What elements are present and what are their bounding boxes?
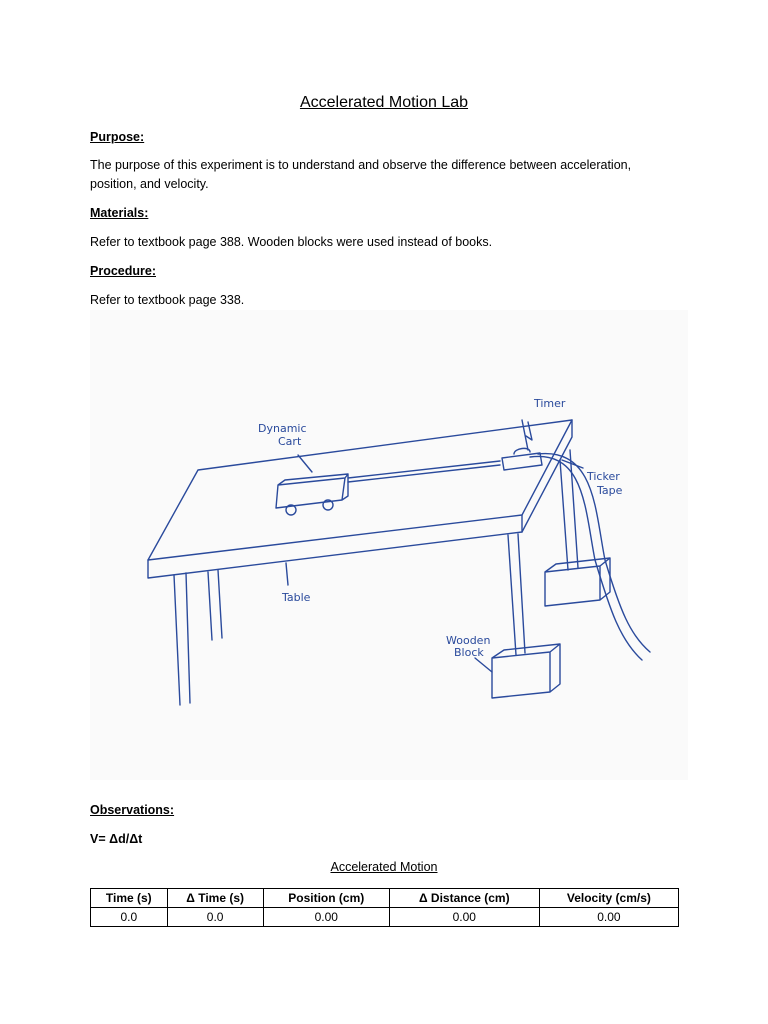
label-tape: Tape [597,484,623,497]
block-leader [475,658,492,672]
ticker-tape-top [348,461,500,482]
timer-body [502,448,542,470]
apparatus-drawing [90,310,688,780]
data-table [90,888,679,927]
ticker-tape-hanging [530,454,650,660]
materials-heading: Materials: [90,206,149,220]
table-header-row [91,889,679,908]
label-cart: Cart [278,435,302,448]
header-velocity: Velocity (cm/s) [539,889,678,908]
dynamic-cart [276,474,348,508]
velocity-formula: V= Δd/Δt [90,832,143,846]
label-dynamic: Dynamic [258,422,307,435]
table-leg-back-right [560,450,578,570]
table-leg-front-left [174,573,190,705]
table-front-edge [148,515,522,578]
header-time: Time (s) [91,889,168,908]
label-timer: Timer [534,397,566,410]
observations-heading: Observations: [90,803,175,817]
cell-position: 0.00 [263,908,389,927]
label-wooden: Wooden [446,634,491,647]
header-position: Position (cm) [263,889,389,908]
label-table: Table [282,591,311,604]
procedure-text: Refer to textbook page 338. [90,293,245,307]
cart-leader [298,455,312,472]
header-delta-time: Δ Time (s) [167,889,263,908]
header-delta-distance: Δ Distance (cm) [389,889,539,908]
table-row [91,908,679,927]
procedure-heading: Procedure: [90,264,156,278]
cell-delta-time: 0.0 [167,908,263,927]
table-leg-back-left [208,570,222,640]
label-ticker: Ticker [587,470,620,483]
tape-leader [562,460,583,468]
apparatus-sketch [90,310,688,780]
cell-time: 0.0 [91,908,168,927]
table-caption: Accelerated Motion [330,860,438,874]
cell-delta-distance: 0.00 [389,908,539,927]
page-title: Accelerated Motion Lab [299,94,469,111]
table-leader [286,563,288,585]
purpose-heading: Purpose: [90,130,145,144]
wooden-block-front [492,644,560,698]
label-block: Block [454,646,484,659]
cell-velocity: 0.00 [539,908,678,927]
materials-text: Refer to textbook page 388. Wooden blocks were used instead of books. [90,235,493,249]
purpose-text: The purpose of this experiment is to understand and observe the difference between acceleration, position, and velocity. [90,158,632,191]
timer-post [522,420,532,450]
table-leg-front-right [508,534,525,655]
